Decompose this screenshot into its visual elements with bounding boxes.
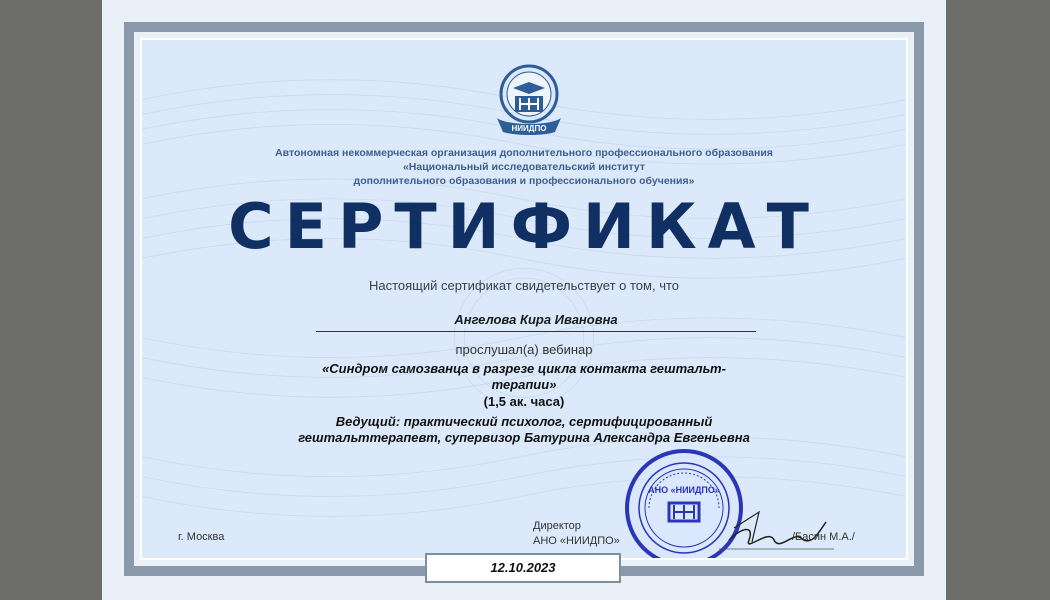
webinar-action: прослушал(а) вебинар bbox=[455, 342, 593, 357]
director-signature bbox=[714, 500, 834, 560]
webinar-title-line-2: терапии» bbox=[491, 377, 557, 392]
issue-date: 12.10.2023 bbox=[425, 553, 621, 583]
organization-line: «Национальный исследовательский институт bbox=[402, 161, 646, 173]
outer-frame bbox=[124, 22, 924, 576]
city-label: г. Москва bbox=[178, 531, 225, 543]
certificate-sheet bbox=[102, 0, 946, 600]
logo-label: НИИДПО bbox=[511, 124, 547, 133]
certificate-intro: Настоящий сертификат свидетельствует о том, что bbox=[368, 278, 680, 293]
director-title bbox=[533, 519, 620, 549]
stamp-label: АНО «НИИДПО» bbox=[648, 485, 720, 495]
director-organization: АНО «НИИДПО» bbox=[533, 535, 620, 547]
organization-name bbox=[142, 146, 906, 188]
recipient-name: Ангелова Кира Ивановна bbox=[316, 312, 756, 332]
organization-line: дополнительного образования и профессионального обучения» bbox=[353, 175, 695, 187]
certificate-content bbox=[142, 40, 906, 558]
organization-line: Автономная некоммерческая организация дополнительного профессионального образования bbox=[275, 147, 773, 159]
director-label: Директор bbox=[533, 520, 581, 532]
institute-logo bbox=[485, 60, 573, 138]
inner-frame bbox=[140, 38, 908, 560]
certificate-title: СЕРТИФИКАТ bbox=[228, 190, 820, 263]
host-line-2: гештальттерапевт, супервизор Батурина Александра Евгеньевна bbox=[298, 430, 750, 445]
signer-name: /Басин М.А./ bbox=[792, 531, 855, 543]
webinar-title-line-1: «Синдром самозванца в разрезе цикла контакта гештальт- bbox=[322, 361, 726, 376]
webinar-hours: (1,5 ак. часа) bbox=[483, 394, 565, 409]
host-line-1: Ведущий: практический психолог, сертифицированный bbox=[335, 414, 713, 429]
